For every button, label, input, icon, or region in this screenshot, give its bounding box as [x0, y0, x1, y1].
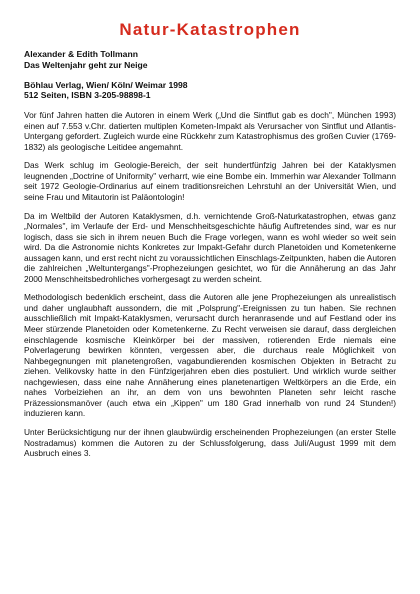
publication-info-block	[24, 80, 396, 102]
book-details: 512 Seiten, ISBN 3-205-98898-1	[24, 90, 151, 101]
book-authors-block	[24, 49, 396, 71]
body-paragraph: Unter Berücksichtigung nur der ihnen glaubwürdig erscheinenden Prophezeiungen (an erster Stelle Nostradamus) kommen die Autoren zu der Schlussfolgerung, dass Juli/August 1999 mit dem Ausbruch eines 3.	[24, 426, 396, 459]
body-paragraph: Vor fünf Jahren hatten die Autoren in einem Werk („Und die Sintflut gab es doch", München 1993) einen auf 7.553 v.Chr. datierten multiplen Kometen-Impakt als Verursacher von Sintflut und Atlantis-Untergang gefordert. Zugleich wurde eine Rückkehr zum Katastrophismus des großen Cuvier (1769-1832) als geologische Leitidee angemahnt.	[24, 110, 396, 152]
book-title: Das Weltenjahr geht zur Neige	[24, 59, 148, 70]
body-paragraph: Methodologisch bedenklich erscheint, dass die Autoren alle jene Prophezeiungen als unrealistisch und daher unglaubhaft aussondern, die mit „Polsprung"-Ereignissen zu tun haben. Sie rechnen ausschließlich mit Impakt-Kataklysmen, verursacht durch heranrasende und auf Festland oder ins Meer stürzende Planetoiden oder Kometenkerne. Zu Recht verweisen sie darauf, dass dergleichen einschlagende kosmische Kleinkörper bei der massiven, rotierenden Erde niemals eine Polverlagerung bewirken könnten, vergessen aber, die durchaus reale Möglichkeit von Nahbegegnungen mit planetengroßen, vagabundierenden kosmischen Objekten in Betracht zu ziehen. Velikovsky hatte in den Fünfzigerjahren eben dies postuliert. Und wirklich wurde seither nachgewiesen, dass eine nahe Annäherung eines planetenartigen Weltkörpers an die Erde, ein nahes Vorbeiziehen an ihr, an dem von uns bewohnten Planeten sehr leicht rasche Präzessionsmanöver (auch etwa ein „Kippen" um 180 Grad innerhalb von rund 24 Stunden!) induzieren kann.	[24, 292, 396, 419]
body-paragraph: Da im Weltbild der Autoren Kataklysmen, d.h. vernichtende Groß-Naturkatastrophen, etwas ganz „Normales", im Verlaufe der Erd- und Menschheitsgeschichte häufig Auftretendes sind, war es nur logisch, dass sie sich in ihrem neuen Buch die Frage vorlegen, wann es wohl wieder so weit sein wird. Da die Astronomie nichts Konkretes zur Impakt-Gefahr durch Planetoiden und Kometenkerne aussagen kann, und erst recht nicht zu voraussichtlichen Einschlags-Zeitpunkten, haben die Autoren die zahlreichen „Weltuntergangs"-Prophezeiungen gesichtet, wo für die Annäherung an das Jahr 2000 Menschheitsbedrohliches vorhergesagt zu werden scheint.	[24, 210, 396, 284]
page-title: Natur-Katastrophen	[119, 20, 301, 39]
book-publisher: Böhlau Verlag, Wien/ Köln/ Weimar 1998	[24, 79, 188, 90]
book-authors: Alexander & Edith Tollmann	[24, 49, 138, 59]
body-paragraph: Das Werk schlug im Geologie-Bereich, der seit hundertfünfzig Jahren bei der Kataklysmen leugnenden „Doctrine of Uniformity" verharrt, wie eine Bombe ein. Immerhin war Alexander Tollmann seit 1972 Geologie-Ordinarius auf einem traditionsreichen Lehrstuhl an der Universität Wien, und seine Frau und Mitautorin ist Paläontologin!	[24, 160, 396, 203]
